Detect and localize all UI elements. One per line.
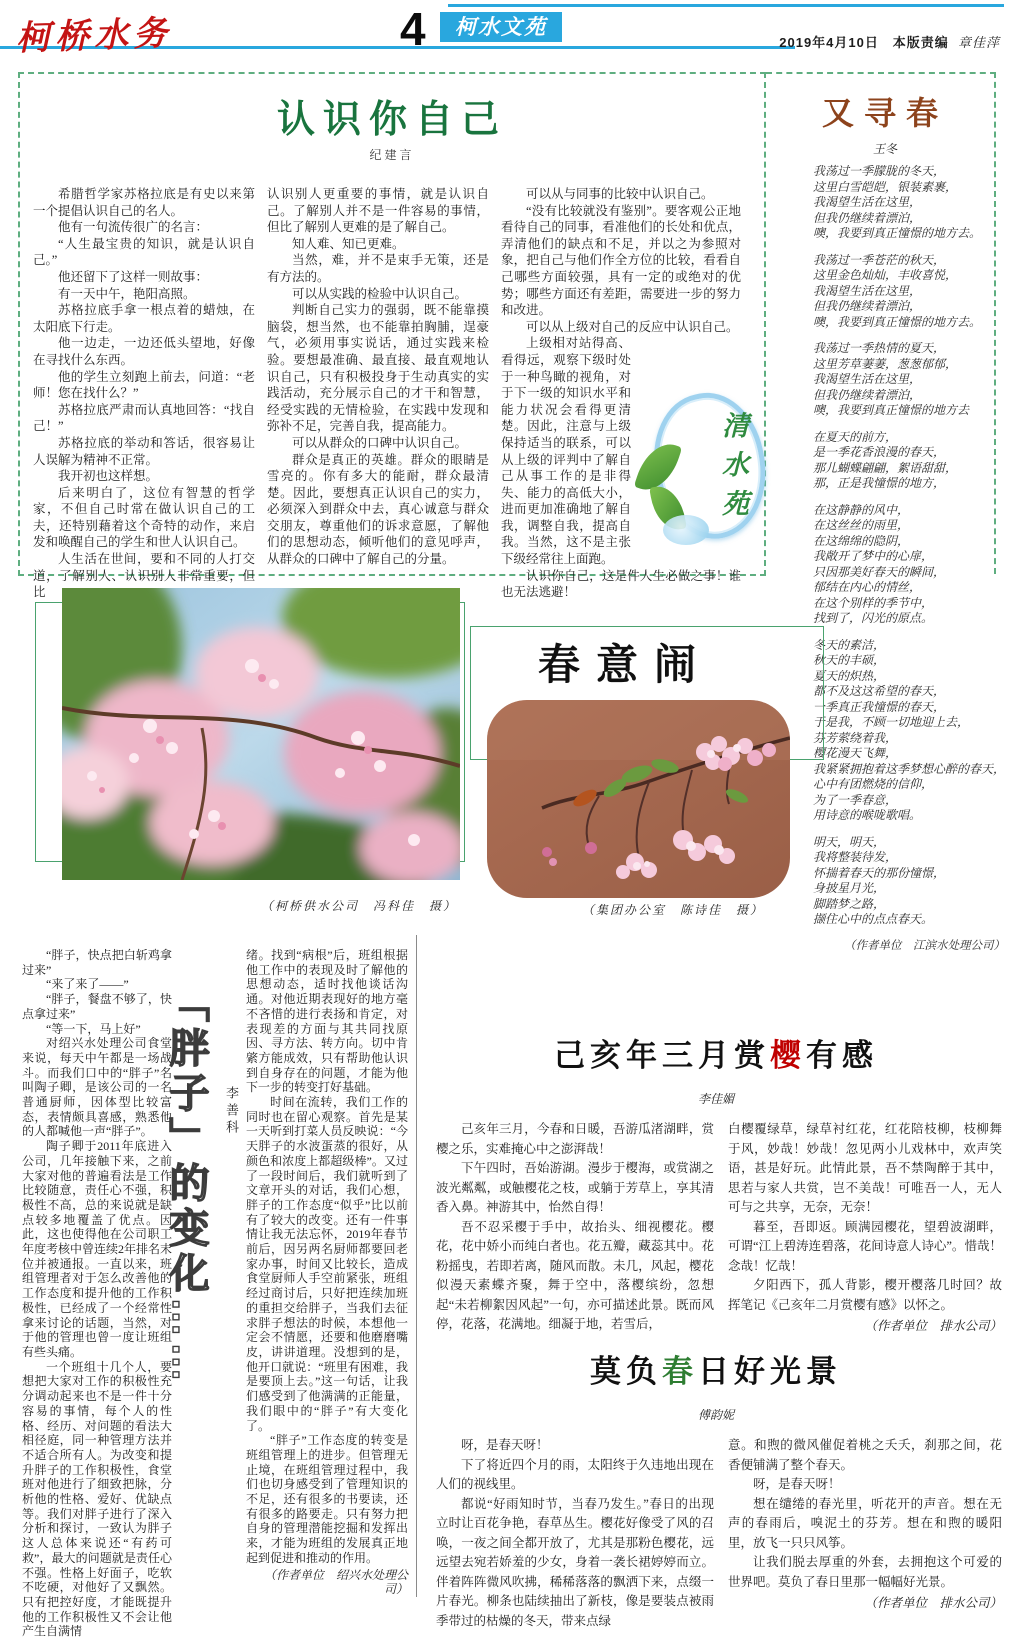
spring-article-title [430, 1346, 1002, 1391]
main-article-column-2: 认识别人更重要的事情，就是认识自己。了解别人并不是一件容易的事情，但比了解别人更难的是了解自己。 知人难、知已更难。 当然，难，并不是束手无策，还是有方法的。 可以从实践的检验中认识自己。 判断自己实力的强弱，既不能靠摸脑袋，想当然，也不能靠拍胸脯，逞豪气，必须用事实说话，通过实践来检验。要想最准确、最直接、最直观地认识自己，只有积极投身于生动真实的实践活动，充分展示自己的才干和智慧，经受实践的无情检验，在实践中发现和弥补不足，完善自我，提高能力。 可以从群众的口碑中认识自己。 群众是真正的英雄。群众的眼睛是雪亮的。你有多大的能耐，群众最清楚。因此，要想真正认识自己的实力，必须深入到群众中去，真心诚意与群众交朋友，尊重他们的诉求意愿，了解他们的思想动态，倾听他们的意见呼声，从群众的口碑中了解自己的分量。 [267, 187, 489, 567]
photo-band-title: 春意闹 [537, 643, 712, 689]
fatty-article-column-1: “胖子，快点把白斩鸡拿过来” “来了来了——” “胖子，餐盘不够了，快点拿过来” “等一下，马上好” 对绍兴水处理公司食堂来说，每天中午都是一场战斗。而我们口中的“胖子”名叫陶子卿，是该公司的一名普通厨师，因体型比较富态，表情颇具喜感，熟悉他的人都喊他一声“胖子”。 陶子卿于2011年底进入公司，几年接触下来，之前大家对他的普遍看法是工作比较随意，责任心不强，积极性不高，总的来说就是缺点较多地覆盖了优点。因此，这也使得他在公司职工年度考核中曾连续2年排名末位并被通报。一直以来，班组管理者对于怎么改善他的工作态度和提升他的工作积极性，已经成了一个经常性拿来讨论的话题，当然，对于他的管理也曾一度让班组有些头痛。 一个班组十几个人，要想把大家对工作的积极性充分调动起来也不是一件十分容易的事情，每个人的性格、经历、对问题的看法大相径庭，同一种管理方法并不适合所有人。为改变和提升胖子的工作积极性，食堂班对他进行了细致把脉，分析他的性格、爱好、优缺点等。我们对胖子进行了深入分析和探讨，一致认为胖子这人总体来说还“有药可救”，最大的问题就是责任心不强。性格上好面子，吃软不吃硬，对他好了又飘然。只有把控好度，才能既提升他的工作积极性又不会让他产生自满情 [22, 948, 173, 1639]
photo-blossom-branch [487, 700, 790, 898]
spring-article-author: 傅韵妮 [697, 1408, 734, 1422]
poem-attribution: （作者单位 江滨水处理公司） [844, 939, 1005, 952]
header-top-rule [448, 4, 1004, 7]
sakura-article-column-1: 己亥年三月，今春和日暖，吾游瓜渚湖畔，赏樱之乐，实难掩心中之澎湃哉！ 下午四时，吾始游湖。漫步于樱海，或赏湖之波光粼粼，或触樱花之枝，或躺于芳草上，享其清香入鼻。神游其中，怡然自得！ 吾不忍采樱于手中，故抬头、细视樱花。樱花，花中娇小而纯白者也。花五瓣，藏蕊其中。花粉摇曳，若即若离，随风而散。未几，风起，樱花似漫天素蝶齐聚，舞于空中，落樱缤纷，忽想起“未若柳絮因风起”一句，亦可描述此景。既而风停，花落，花满地。细凝于地，若雪后， [436, 1122, 714, 1331]
fatty-article-attribution: （作者单位 绍兴水处理公司） [263, 1567, 408, 1597]
sakura-title-prefix: 己亥年三月赏 [554, 1038, 770, 1073]
sakura-title-accent: 樱 [770, 1038, 806, 1073]
dateline [779, 32, 1000, 51]
spring-article-column-2 [728, 1436, 1002, 1614]
date-text: 2019年4月10日 [779, 35, 879, 50]
photo-caption-left: （柯桥供水公司 冯科佳 摄） [260, 899, 457, 913]
fatty-article-title: 「胖子」的变化…… [164, 982, 208, 1387]
main-article-column-3-wrap-text: 上级相对站得高、看得远，观察下级时处于一种鸟瞰的视角，对于下一级的知识水平和能力状况会看得更清楚。因此，注意与上级保持适当的联系，可以从上级的评判中了解自己从事工作的是非得失、能力的高低大小，进而更加准确地了解自我，调整自我，提高自我。当然，这不是主张下级经常往上面跑。 认识你自己，这是件人生必做之事！谁也无法逃避！ [501, 336, 741, 600]
sakura-article-title [430, 1030, 1002, 1075]
spring-title-prefix: 莫负 [590, 1354, 662, 1389]
sakura-article-author: 李佳媚 [697, 1092, 734, 1106]
editor-name: 章佳萍 [957, 35, 1000, 50]
section-badge: 柯水文苑 [440, 12, 562, 42]
fatty-article-column-2-text: 绪。找到“病根”后，班组根据他工作中的表现及时了解他的思想动态，适时找他谈话沟通。对他近期表现好的地方毫不吝惜的进行表扬和肯定，对表现差的方面与其共同找原因、寻方法、转方向。切中肯綮方能成效，只有帮助他认识到自身存在的问题，才能为他下一步的转变打好基础。 时间在流转，我们工作的同时也在留心观察。首先是某一天听到打菜人员反映说：“今天胖子的水波蛋蒸的很好，从颜色和浓度上都超级棒”。又过了一段时间后，我们就听到了文章开头的对话，我们心想，胖子的工作态度“似乎”比以前有了较大的改变。还有一件事情让我无法忘怀，2019年春节前后，因另两名厨师都要回老家办事，时间又比较长，造成食堂厨师人手空前紧张，班组经过商讨后，只好把连续加班的重担交给胖子，当我们去征求胖子想法的时候，本想他一定会不情愿，还要和他磨磨嘴皮，讲讲道理。没想到的是，他开口就说：“班里有困难，我是要顶上去。”这一句话，让我们感受到了他满满的正能量，我们眼中的“胖子”有大变化了。 “胖子”工作态度的转变是班组管理上的进步。但管理无止境，在班组管理过程中，我们也切身感受到了管理知识的不足，还有很多的书要读，还有很多的路要走。只有努力把自身的管理潜能挖掘和发挥出来，才能为班组的发展真正地起到促进和推动的作用。 [246, 948, 408, 1565]
main-article-column-3 [501, 186, 748, 601]
spring-article-column-2-text: 意。和煦的微风催促着桃之夭夭，刹那之间，花香便铺满了整个春天。 呀，是春天呀！ 想在缱绻的春光里，听花开的声音。想在无声的春雨后，嗅泥土的芬芳。想在和煦的暖阳里，放飞一只只风筝。 让我们脱去厚重的外套，去拥抱这个可爱的世界吧。莫负了春日里那一幅幅好光景。 [728, 1438, 1002, 1589]
spring-article-column-1: 呀，是春天呀！ 下了将近四个月的雨，太阳终于久违地出现在人们的视线里。 都说“好雨知时节，当春乃发生。”春日的出现立时让百花争艳，春草丛生。樱花好像受了风的召唤，一夜之间全都开放了，尤其是那粉色樱花，远远望去宛若娇羞的少女，身着一袭长裙婷婷而立。伴着阵阵微风吹拂，稀稀落落的飘洒下来，点缀一片春光。柳条也陆续抽出了新枝，像是要装点被雨季带过的枯燥的冬天，带来点绿 [436, 1438, 714, 1628]
main-article-author: 纪建言 [369, 148, 415, 162]
editor-label: 本版责编 [892, 35, 949, 50]
spring-article-attribution: （作者单位 排水公司） [864, 1596, 1002, 1610]
main-article-title: 认识你自己 [276, 99, 507, 141]
poem-stanzas: 我荡过一季朦胧的冬天， 这里白雪皑皑，银装素裹， 我渴望生活在这里， 但我仍继续着漂泊， 噢，我要到真正憧憬的地方去。 我荡过一季苍茫的秋天， 这里金色灿灿，丰收喜悦， 我渴望生活在这里， 但我仍继续着漂泊， 噢，我要到真正憧憬的地方去。 我荡过一季热情的夏天， 这里芳草萋萋，葱葱郁郁， 我渴望生活在这里， 但我仍继续着漂泊， 噢，我要到真正憧憬的地方去 在夏天的前方， 是一季花香浪漫的春天， 那儿蝴蝶翩翩，絮语甜甜， 那，正是我憧憬的地方， 在这静静的风中， 在这丝丝的雨里， 在这绵绵的隐阴， 我敞开了梦中的心扉， 只因那美好春天的瞬间， 郁结在内心的情丝， 在这个别样的季节中， 找到了，闪光的原点。 冬天的素洁， 秋天的丰硕， 夏天的炽热， 都不及这这希望的春天， 一季真正我憧憬的春天， 于是我，不顾一切地迎上去， 芬芳萦绕着我， 樱花漫天飞舞， 我紧紧拥抱着这季梦想心醉的春天， 心中有团燃烧的信仰， 为了一季春意， 用诗意的喉咙歌唱。 明天，明天， 我将整装待发， 怀揣着春天的那份憧憬， 身披星月光， 脚踏梦之路， 撷住心中的点点春天。 [813, 164, 1006, 926]
main-article-column-3-top: 可以从与同事的比较中认识自己。 “没有比较就没有鉴别”。要客观公正地看待自己的同事，看准他们的长处和优点，弄清他们的缺点和不足，并以之为参照对象，把自己与他们作全方位的比较，看看自己哪些方面较强，具有一定的或绝对的优势；哪些方面还有差距，需要进一步的努力和改进。 可以从上级对自己的反应中认识自己。 [501, 187, 741, 334]
sakura-article-attribution: （作者单位 排水公司） [864, 1319, 1002, 1333]
poem-title: 又寻春 [821, 95, 948, 131]
sakura-article-column-2 [728, 1120, 1002, 1337]
page-number: 4 [400, 3, 426, 55]
photo-caption-right: （集团办公室 陈诗佳 摄） [581, 903, 764, 917]
poem-body [813, 164, 1005, 954]
fatty-article-author: 李善科 [224, 1086, 239, 1137]
sakura-article-column-2-text: 白樱覆绿草，绿草衬红花，红花陪枝柳，枝柳舞于风，妙哉！妙哉！忽见两小儿戏林中，欢声笑语，甚是好玩。此情此景，吾不禁陶醉于其中，思若与家人共赏，岂不美哉！可唯吾一人，无人可与之共享，无奈，无奈！ 暮至，吾即返。顾满园樱花，望碧波湖畔，可谓“江上碧涛连碧落，花间诗意人诗心”。惜哉！念哉！忆哉！ 夕阳西下，孤人背影，樱开樱落几时回？故挥笔记《己亥年二月赏樱有感》以怀之。 [728, 1122, 1002, 1312]
qingshuiyuan-logo [639, 393, 767, 543]
spring-title-suffix: 日好光景 [698, 1354, 842, 1389]
fatty-article-column-2 [246, 948, 408, 1597]
water-drop-icon [663, 515, 709, 545]
sakura-title-suffix: 有感 [806, 1038, 878, 1073]
spring-title-accent: 春 [662, 1354, 698, 1389]
qingshuiyuan-label: 清水苑 [718, 411, 748, 529]
masthead-logo: 柯桥水务 [15, 15, 173, 58]
poem-author: 王冬 [872, 142, 897, 156]
photo-blossom-tree [62, 588, 460, 880]
main-article-column-1: 希腊哲学家苏格拉底是有史以来第一个提倡认识自己的名人。 他有一句流传很广的名言： “人生最宝贵的知识，就是认识自己。” 他还留下了这样一则故事： 有一天中午，艳阳高照。 苏格拉底手拿一根点着的蜡烛，在太阳底下行走。 他一边走，一边还低头望地，好像在寻找什么东西。 他的学生立刻跑上前去，问道：“老师！您在找什么？” 苏格拉底严肃而认真地回答：“找自己！” 苏格拉底的举动和答话，很容易让人误解为精神不正常。 我开初也这样想。 后来明白了，这位有智慧的哲学家，不但自己时常在做认识自己的工夫，还特别藉着这个奇特的动作，来启发和唤醒自己的学生和世人认识自己。 人生活在世间，要和不同的人打交道，了解别人、认识别人非常重要，但比 [33, 187, 255, 600]
column-divider [416, 935, 417, 1597]
main-article-column-3-bottom [501, 335, 748, 601]
